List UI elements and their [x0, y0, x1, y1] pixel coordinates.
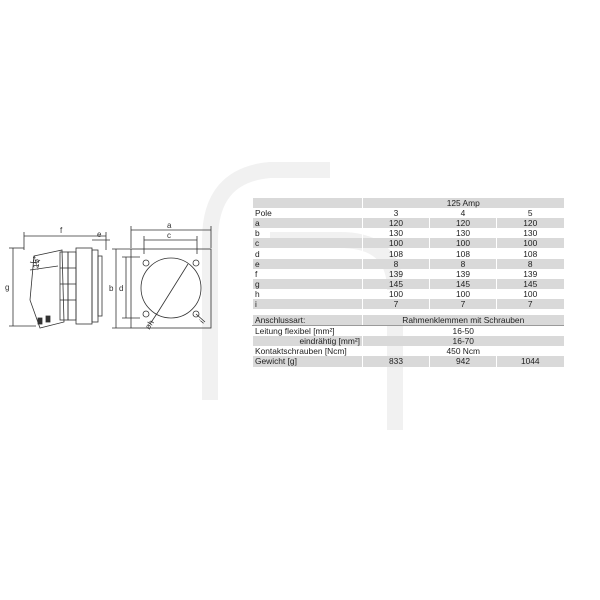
connection-row — [253, 346, 564, 356]
label-i: i — [197, 318, 206, 326]
row-value: 100 — [363, 289, 430, 299]
row-label: i — [253, 299, 363, 309]
table-row — [253, 289, 564, 299]
row-value: 130 — [497, 228, 564, 238]
row-label: g — [253, 279, 363, 289]
table-row — [253, 218, 564, 228]
row-value: 4 — [430, 208, 497, 218]
table-row — [253, 208, 564, 218]
row-label: c — [253, 238, 363, 248]
row-label: a — [253, 218, 363, 228]
label-g: g — [5, 283, 10, 292]
row-value: 130 — [363, 228, 430, 238]
row-value: 108 — [430, 248, 497, 258]
row-label: f — [253, 269, 363, 279]
row-value: 100 — [363, 238, 430, 248]
label-angle: 15° — [32, 255, 41, 268]
label-h: øh — [143, 318, 156, 332]
connection-value: Rahmenklemmen mit Schrauben — [363, 315, 564, 326]
table-row — [253, 228, 564, 238]
weight-value: 942 — [430, 356, 497, 366]
row-label: e — [253, 259, 363, 269]
table-row — [253, 248, 564, 258]
weight-value: 1044 — [497, 356, 564, 366]
connection-value: 16-50 — [363, 326, 564, 337]
weight-value: 833 — [363, 356, 430, 366]
row-value: 3 — [363, 208, 430, 218]
row-value: 7 — [430, 299, 497, 309]
connection-label: eindrähtig [mm²] — [253, 336, 363, 346]
side-view — [9, 232, 110, 328]
row-value: 100 — [430, 238, 497, 248]
row-value: 108 — [363, 248, 430, 258]
table-row — [253, 238, 564, 248]
front-view — [112, 226, 211, 328]
label-a: a — [167, 221, 172, 230]
row-label: Pole — [253, 208, 363, 218]
row-value: 145 — [497, 279, 564, 289]
connection-label: Anschlussart: — [253, 315, 363, 326]
row-label: h — [253, 289, 363, 299]
row-value: 139 — [363, 269, 430, 279]
row-value: 145 — [430, 279, 497, 289]
row-value: 108 — [497, 248, 564, 258]
weight-row — [253, 356, 564, 366]
label-e: e — [97, 230, 102, 239]
connection-row — [253, 315, 564, 326]
row-value: 139 — [430, 269, 497, 279]
row-value: 120 — [363, 218, 430, 228]
table-row — [253, 269, 564, 279]
row-value: 7 — [497, 299, 564, 309]
label-d: d — [119, 284, 124, 293]
connection-label: Kontaktschrauben [Ncm] — [253, 346, 363, 356]
table-row — [253, 259, 564, 269]
label-c: c — [167, 231, 171, 240]
table-row — [253, 299, 564, 309]
row-value: 100 — [497, 289, 564, 299]
row-value: 8 — [430, 259, 497, 269]
table-header-row — [253, 198, 564, 208]
table-header-blank — [253, 198, 363, 208]
row-value: 130 — [430, 228, 497, 238]
row-value: 100 — [497, 238, 564, 248]
row-value: 100 — [430, 289, 497, 299]
specification-table — [252, 198, 564, 367]
row-value: 5 — [497, 208, 564, 218]
row-value: 7 — [363, 299, 430, 309]
table-row — [253, 279, 564, 289]
row-value: 8 — [363, 259, 430, 269]
row-label: d — [253, 248, 363, 258]
row-value: 8 — [497, 259, 564, 269]
label-f: f — [60, 226, 63, 235]
connection-value: 450 Ncm — [363, 346, 564, 356]
row-value: 120 — [430, 218, 497, 228]
connection-label: Leitung flexibel [mm²] — [253, 326, 363, 337]
connection-row — [253, 336, 564, 346]
weight-label: Gewicht [g] — [253, 356, 363, 366]
connection-value: 16-70 — [363, 336, 564, 346]
connection-row — [253, 326, 564, 337]
label-b: b — [109, 284, 114, 293]
row-value: 145 — [363, 279, 430, 289]
row-label: b — [253, 228, 363, 238]
row-value: 120 — [497, 218, 564, 228]
table-header-amp: 125 Amp — [363, 198, 564, 208]
row-value: 139 — [497, 269, 564, 279]
